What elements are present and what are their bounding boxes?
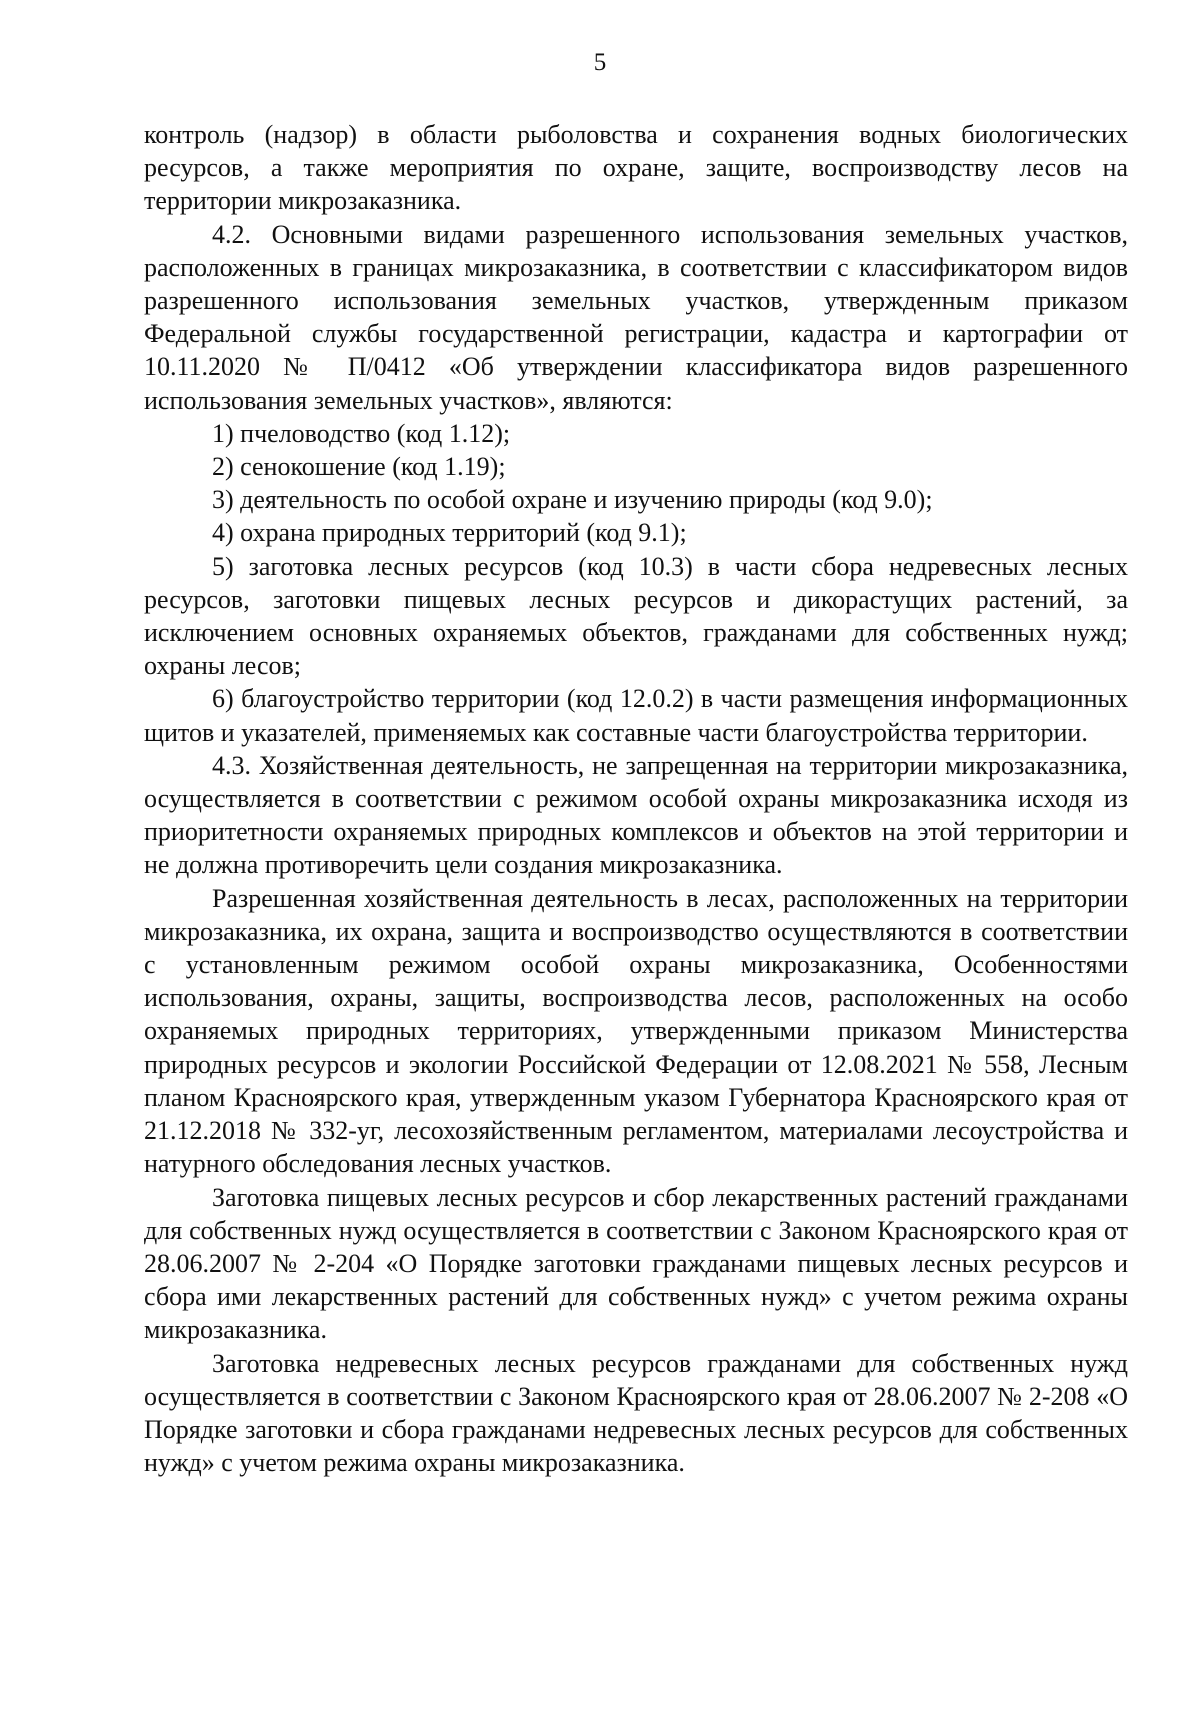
paragraph-food-resources: Заготовка пищевых лесных ресурсов и сбор лекарственных растений гражданами для собственных нужд осуществляется в соответствии с Законом Красноярского края от 28.06.2007 № 2-204 «О Порядке заготовки гражданами пищевых лесных ресурсов и сбора ими лекарственных растений для собственных нужд» с учетом режима охраны микрозаказника. xyxy=(144,1182,1128,1345)
list-item: 6) благоустройство территории (код 12.0.2) в части размещения информационных щитов и указателей, применяемых как составные части благоустройства территории. xyxy=(144,684,1128,747)
list-item: 3) деятельность по особой охране и изучению природы (код 9.0); xyxy=(212,485,933,515)
document-body xyxy=(144,118,1128,1479)
list-item: 5) заготовка лесных ресурсов (код 10.3) в части сбора недревесных лесных ресурсов, заготовки пищевых лесных ресурсов и дикорастущих растений, за исключением основных охраняемых объектов, гражданами для собственных нужд; охраны лесов; xyxy=(144,551,1128,681)
paragraph-continuation: контроль (надзор) в области рыболовства и сохранения водных биологических ресурсов, а также мероприятия по охране, защите, воспроизводству лесов на территории микрозаказника. xyxy=(144,120,1128,216)
list-item: 4) охрана природных территорий (код 9.1); xyxy=(212,518,687,548)
paragraph-non-timber-resources: Заготовка недревесных лесных ресурсов гражданами для собственных нужд осуществляется в соответствии с Законом Красноярского края от 28.06.2007 № 2-208 «О Порядке заготовки и сбора гражданами недревесных лесных ресурсов для собственных нужд» с учетом режима охраны микрозаказника. xyxy=(144,1348,1128,1478)
paragraph-4-3: 4.3. Хозяйственная деятельность, не запрещенная на территории микрозаказника, осуществляется в соответствии с режимом особой охраны микрозаказника исходя из приоритетности охраняемых природных комплексов и объектов на этой территории и не должна противоречить цели создания микрозаказника. xyxy=(144,750,1128,880)
paragraph-4-2: 4.2. Основными видами разрешенного использования земельных участков, расположенных в границах микрозаказника, в соответствии с классификатором видов разрешенного использования земельных участков, утвержденным приказом Федеральной службы государственной регистрации, кадастра и картографии от 10.11.2020 № П/0412 «Об утверждении классификатора видов разрешенного использования земельных участков», являются: xyxy=(144,219,1128,415)
list-item: 1) пчеловодство (код 1.12); xyxy=(212,418,511,448)
list-item: 2) сенокошение (код 1.19); xyxy=(212,452,506,482)
paragraph-forest-activity: Разрешенная хозяйственная деятельность в лесах, расположенных на территории микрозаказника, их охрана, защита и воспроизводство осуществляются в соответствии с установленным режимом особой охраны микрозаказника, Особенностями использования, охраны, защиты, воспроизводства лесов, расположенных на особо охраняемых природных территориях, утвержденными приказом Министерства природных ресурсов и экологии Российской Федерации от 12.08.2021 № 558, Лесным планом Красноярского края, утвержденным указом Губернатора Красноярского края от 21.12.2018 № 332-уг, лесохозяйственным регламентом, материалами лесоустройства и натурного обследования лесных участков. xyxy=(144,883,1128,1179)
page-number: 5 xyxy=(593,49,607,76)
